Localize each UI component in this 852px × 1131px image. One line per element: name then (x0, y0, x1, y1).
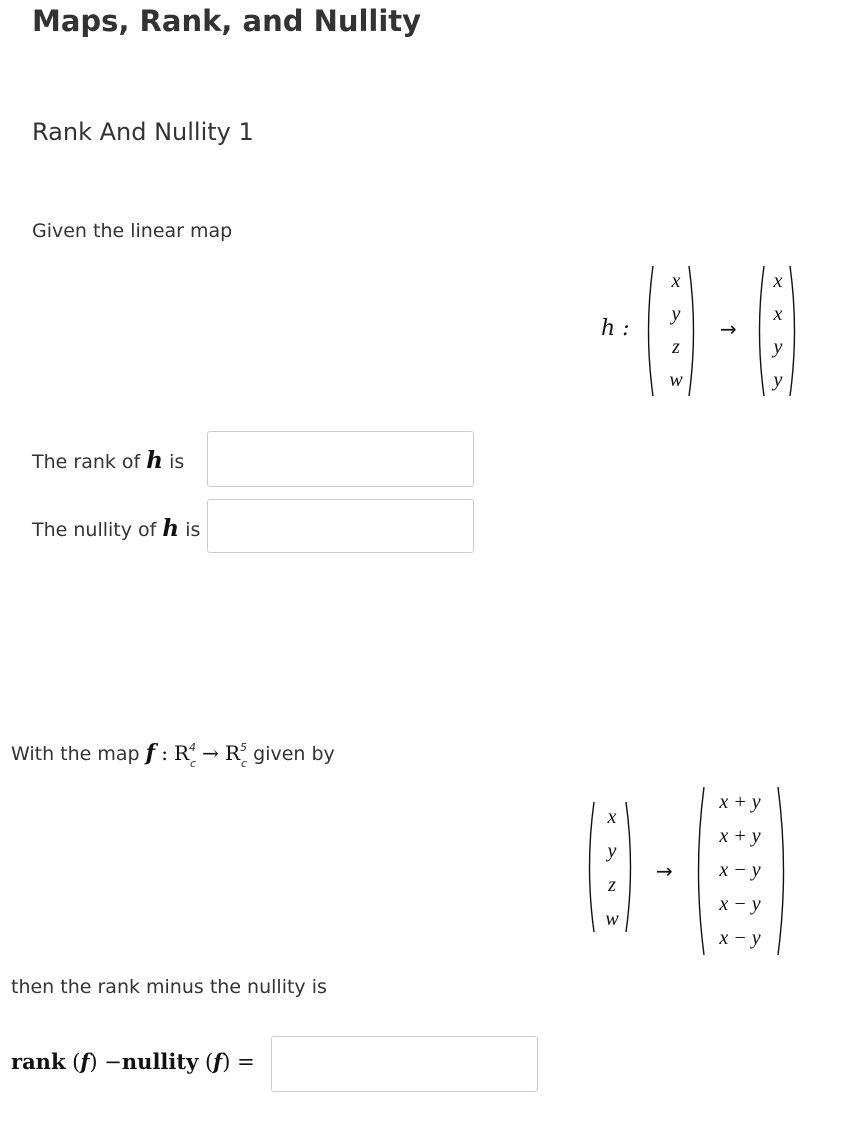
h-output-2: y (773, 336, 783, 358)
left-paren-icon (643, 264, 655, 398)
right-paren-icon (687, 264, 699, 398)
nullity-h-input[interactable] (207, 499, 474, 553)
right-paren-icon (624, 800, 636, 934)
f-input-0: x (607, 806, 617, 828)
f-input-2: z (608, 874, 616, 896)
f-output-4: x − y (719, 927, 761, 949)
rank-h-label: The rank of h is (32, 447, 185, 474)
map-h-label: h : (601, 316, 630, 341)
h-input-2: z (672, 336, 680, 358)
f-output-2: x − y (719, 859, 761, 881)
h-output-3: y (773, 369, 783, 391)
page-title: Maps, Rank, and Nullity (32, 4, 422, 38)
rank-minus-nullity-input[interactable] (271, 1036, 538, 1092)
rank-minus-nullity-expression: rank (f) −nullity (f) = (11, 1049, 255, 1074)
h-output-0: x (773, 270, 783, 292)
rank-h-input[interactable] (207, 431, 474, 487)
right-paren-icon (776, 785, 790, 957)
right-paren-icon (788, 264, 800, 398)
h-input-1: y (671, 303, 681, 325)
f-input-3: w (605, 908, 619, 930)
h-input-3: w (669, 369, 683, 391)
problem2-intro: With the map f : $R^4_c \to R^5_c$ given by (11, 740, 335, 770)
h-output-1: x (773, 303, 783, 325)
maps-to-arrow-icon: → (656, 859, 673, 883)
problem1-intro: Given the linear map (32, 220, 233, 242)
h-input-0: x (671, 270, 681, 292)
then-text: then the rank minus the nullity is (11, 976, 327, 998)
nullity-h-label: The nullity of h is (32, 515, 201, 542)
f-output-3: x − y (719, 893, 761, 915)
f-output-1: x + y (719, 825, 761, 847)
section-title: Rank And Nullity 1 (32, 118, 254, 146)
f-input-1: y (607, 840, 617, 862)
f-output-0: x + y (719, 791, 761, 813)
maps-to-arrow-icon: → (720, 317, 737, 341)
